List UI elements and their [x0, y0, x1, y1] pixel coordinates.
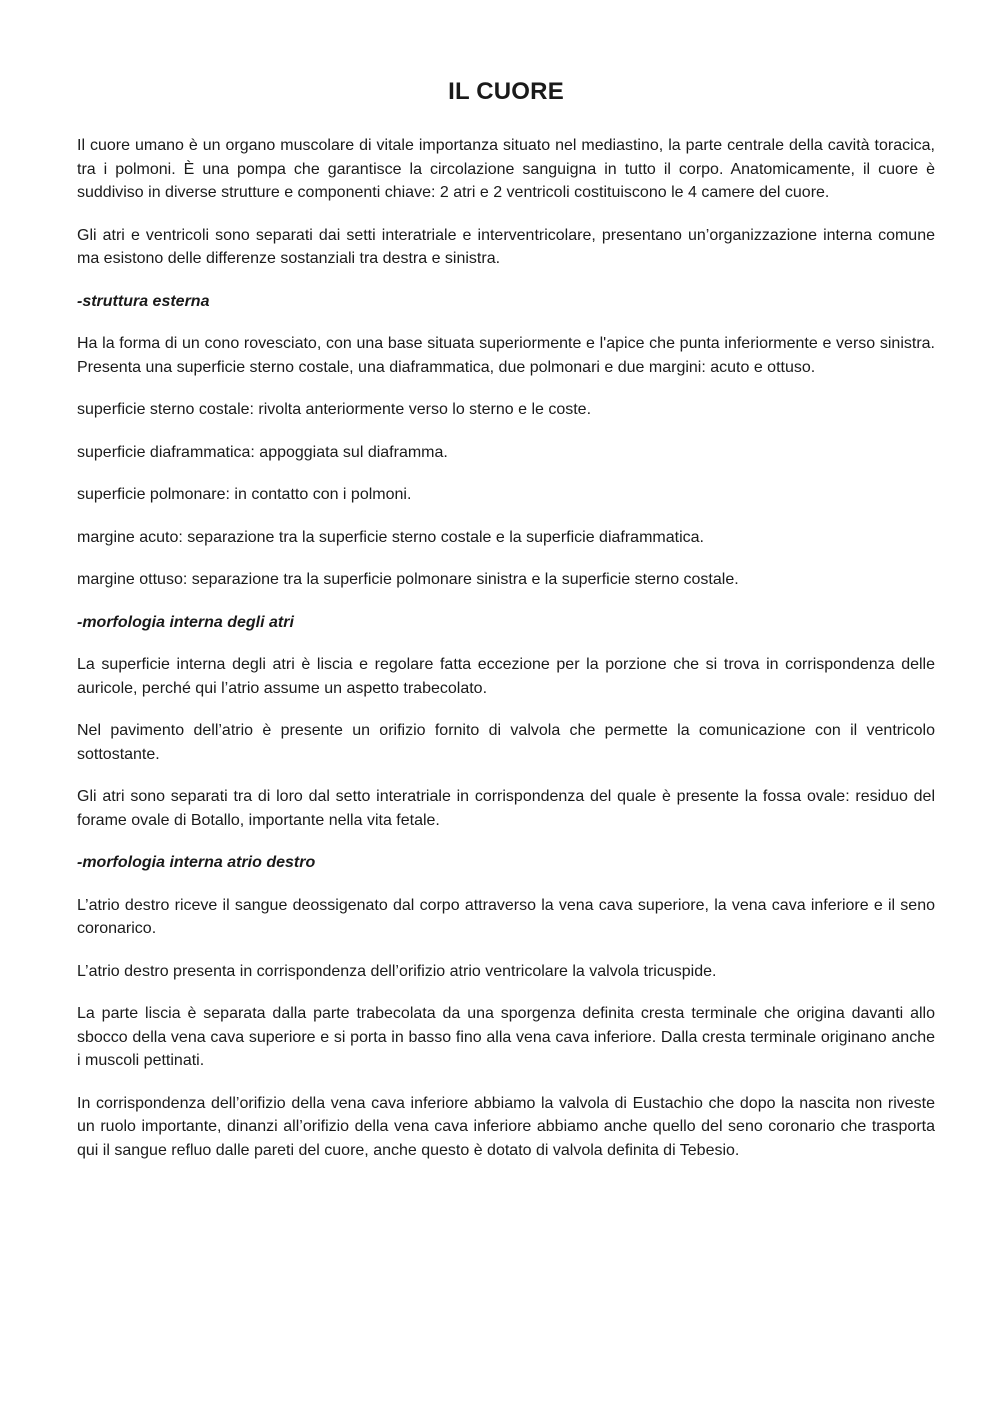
paragraph-crista-terminalis: La parte liscia è separata dalla parte trabecolata da una sporgenza definita cresta terminale che origina davanti allo sbocco della vena cava superiore e si porta in basso fino alla vena cava inferiore. Dalla cresta terminale originano anche i muscoli pettinati. — [77, 1005, 935, 1069]
paragraph-obtuse-margin: margine ottuso: separazione tra la superficie polmonare sinistra e la superficie sterno costale. — [77, 571, 739, 588]
paragraph-pulmonary-surface: superficie polmonare: in contatto con i polmoni. — [77, 486, 412, 503]
paragraph-atria-septum: Gli atri sono separati tra di loro dal setto interatriale in corrispondenza del quale è presente la fossa ovale: residuo del forame ovale di Botallo, importante nella vita fetale. — [77, 788, 935, 829]
section-heading-atria-morphology: -morfologia interna degli atri — [77, 613, 294, 631]
paragraph-septa: Gli atri e ventricoli sono separati dai setti interatriale e interventricolare, presentano un’organizzazione interna comune ma esistono delle differenze sostanziali tra destra e sinistra. — [77, 226, 935, 267]
paragraph-shape: Ha la forma di un cono rovesciato, con una base situata superiormente e l'apice che punta inferiormente e verso sinistra. Presenta una superficie sterno costale, una diaframmatica, due polmonari e due margini: acuto e ottuso. — [77, 335, 935, 376]
paragraph-sternocostal-surface: superficie sterno costale: rivolta anteriormente verso lo sterno e le coste. — [77, 401, 592, 418]
document-page — [77, 78, 935, 1181]
document-title: IL CUORE — [448, 78, 564, 105]
paragraph-diaphragmatic-surface: superficie diaframmatica: appoggiata sul diaframma. — [77, 443, 448, 461]
section-heading-external-structure: -struttura esterna — [77, 292, 210, 310]
paragraph-eustachian-valve: In corrispondenza dell’orifizio della vena cava inferiore abbiamo la valvola di Eustachio che dopo la nascita non riveste un ruolo importante, dinanzi all’orifizio della vena cava inferiore abbiamo anche quello del seno coronario che trasporta qui il sangue refluo dalle pareti del cuore, anche questo è dotato di valvola definita di Tebesio. — [77, 1094, 935, 1159]
section-heading-right-atrium: -morfologia interna atrio destro — [77, 854, 316, 871]
paragraph-intro: Il cuore umano è un organo muscolare di vitale importanza situato nel mediastino, la parte centrale della cavità toracica, tra i polmoni. È una pompa che garantisce la circolazione sanguigna in tutto il corpo. Anatomicamente, il cuore è suddiviso in diverse strutture e componenti chiave: 2 atri e 2 ventricoli costituiscono le 4 camere del cuore. — [77, 137, 935, 201]
paragraph-atria-surface: La superficie interna degli atri è liscia e regolare fatta eccezione per la porzione che si trova in corrispondenza delle auricole, perché qui l’atrio assume un aspetto trabecolato. — [77, 656, 935, 697]
paragraph-tricuspid-valve: L’atrio destro presenta in corrispondenza dell’orifizio atrio ventricolare la valvola tricuspide. — [77, 962, 717, 980]
paragraph-right-atrium-inflow: L’atrio destro riceve il sangue deossigenato dal corpo attraverso la vena cava superiore, la vena cava inferiore e il seno coronarico. — [77, 896, 935, 937]
paragraph-acute-margin: margine acuto: separazione tra la superficie sterno costale e la superficie diaframmatica. — [77, 528, 704, 546]
paragraph-atria-floor: Nel pavimento dell’atrio è presente un orifizio fornito di valvola che permette la comunicazione con il ventricolo sottostante. — [77, 722, 935, 763]
